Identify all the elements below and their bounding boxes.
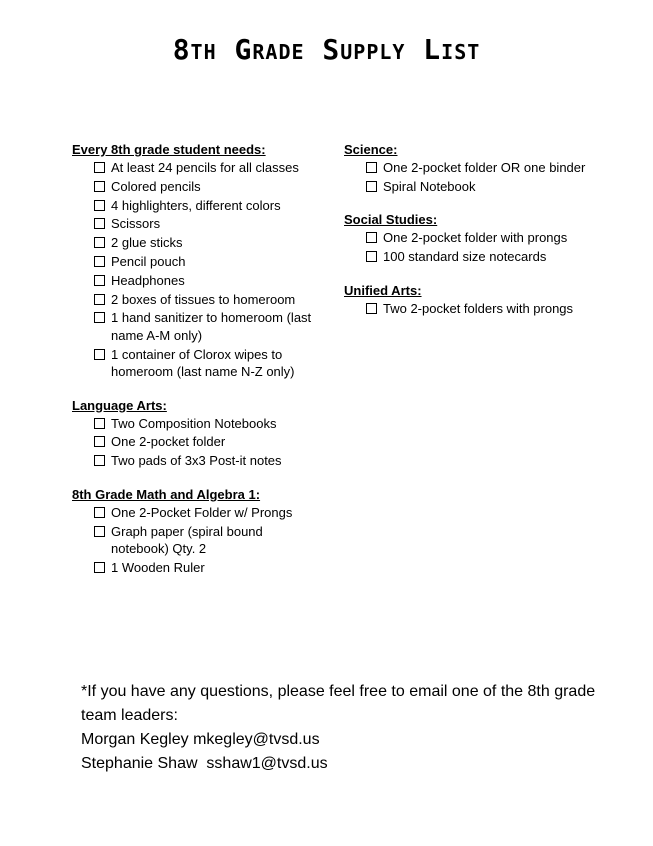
- left-column: [72, 141, 322, 592]
- checkbox-icon[interactable]: [366, 303, 377, 314]
- checkbox-icon[interactable]: [94, 455, 105, 466]
- checkbox-icon[interactable]: [366, 251, 377, 262]
- section-heading: Every 8th grade student needs:: [72, 142, 266, 157]
- page-title: 8th Grade Supply List: [172, 33, 481, 66]
- list-item: [72, 272, 322, 290]
- checkbox-icon[interactable]: [94, 275, 105, 286]
- checkbox-icon[interactable]: [94, 526, 105, 537]
- section-math: [72, 486, 322, 577]
- supply-list: [344, 159, 594, 195]
- item-label: 4 highlighters, different colors: [111, 197, 281, 213]
- list-item: [72, 159, 322, 177]
- list-item: [72, 197, 322, 215]
- supply-list: [72, 415, 322, 470]
- section-science: [344, 141, 594, 195]
- checkbox-icon[interactable]: [94, 294, 105, 305]
- contact-stephanie-shaw: Stephanie Shaw sshaw1@tvsd.us: [81, 755, 328, 772]
- list-item: [72, 452, 322, 470]
- checkbox-icon[interactable]: [94, 200, 105, 211]
- checkbox-icon[interactable]: [94, 218, 105, 229]
- list-item: [72, 215, 322, 233]
- list-item: [344, 248, 594, 266]
- list-item: [72, 523, 322, 558]
- list-item: [72, 346, 322, 381]
- item-label: One 2-Pocket Folder w/ Prongs: [111, 504, 293, 520]
- contact-morgan-kegley: Morgan Kegley mkegley@tvsd.us: [81, 731, 320, 748]
- checkbox-icon[interactable]: [94, 418, 105, 429]
- section-social-studies: [344, 211, 594, 265]
- item-label: 100 standard size notecards: [383, 249, 547, 265]
- section-heading: Science:: [344, 142, 398, 157]
- item-label: Two Composition Notebooks: [111, 415, 277, 431]
- list-item: [72, 234, 322, 252]
- list-item: [72, 433, 322, 451]
- checkbox-icon[interactable]: [366, 232, 377, 243]
- item-label: 1 container of Clorox wipes to homeroom (last name N-Z only): [111, 346, 295, 380]
- checkbox-icon[interactable]: [94, 349, 105, 360]
- right-column: [344, 141, 594, 333]
- list-item: [344, 178, 594, 196]
- checkbox-icon[interactable]: [366, 162, 377, 173]
- list-item: [344, 159, 594, 177]
- section-language-arts: [72, 397, 322, 470]
- list-item: [72, 504, 322, 522]
- item-label: One 2-pocket folder: [111, 434, 226, 450]
- list-item: [72, 291, 322, 309]
- item-label: 1 Wooden Ruler: [111, 559, 205, 575]
- checkbox-icon[interactable]: [94, 507, 105, 518]
- item-label: At least 24 pencils for all classes: [111, 160, 299, 175]
- checkbox-icon[interactable]: [94, 181, 105, 192]
- list-item: [72, 253, 322, 271]
- item-label: 2 boxes of tissues to homeroom: [111, 291, 296, 307]
- checkbox-icon[interactable]: [94, 237, 105, 248]
- checkbox-icon[interactable]: [366, 181, 377, 192]
- footer-note: *If you have any questions, please feel free to email one of the 8th grade team leaders:: [81, 683, 596, 724]
- list-item: [72, 178, 322, 196]
- supply-list: [344, 300, 594, 318]
- section-heading: 8th Grade Math and Algebra 1:: [72, 486, 261, 502]
- item-label: 2 glue sticks: [111, 235, 183, 251]
- section-heading: Social Studies:: [344, 212, 438, 228]
- checkbox-icon[interactable]: [94, 562, 105, 573]
- supply-list: [72, 159, 322, 381]
- item-label: Two pads of 3x3 Post-it notes: [111, 453, 282, 469]
- checkbox-icon[interactable]: [94, 312, 105, 323]
- list-item: [72, 309, 322, 344]
- contact-note: [81, 680, 601, 776]
- item-label: Graph paper (spiral bound notebook) Qty. 2: [111, 523, 263, 557]
- item-label: Pencil pouch: [111, 253, 186, 269]
- item-label: Headphones: [111, 272, 185, 288]
- list-item: [344, 229, 594, 247]
- list-item: [344, 300, 594, 318]
- item-label: Scissors: [111, 216, 161, 232]
- list-item: [72, 559, 322, 577]
- checkbox-icon[interactable]: [94, 436, 105, 447]
- checkbox-icon[interactable]: [94, 256, 105, 267]
- item-label: One 2-pocket folder OR one binder: [383, 160, 586, 175]
- supply-list: [344, 229, 594, 265]
- supply-list: [72, 504, 322, 577]
- section-heading: Unified Arts:: [344, 282, 422, 298]
- list-item: [72, 415, 322, 433]
- section-unified-arts: [344, 282, 594, 318]
- item-label: Colored pencils: [111, 178, 201, 194]
- item-label: One 2-pocket folder with prongs: [383, 230, 568, 246]
- section-heading: Language Arts:: [72, 397, 167, 413]
- section-every-student: [72, 141, 322, 381]
- item-label: Spiral Notebook: [383, 178, 476, 194]
- item-label: Two 2-pocket folders with prongs: [383, 300, 574, 316]
- checkbox-icon[interactable]: [94, 162, 105, 173]
- item-label: 1 hand sanitizer to homeroom (last name A-M only): [111, 310, 312, 343]
